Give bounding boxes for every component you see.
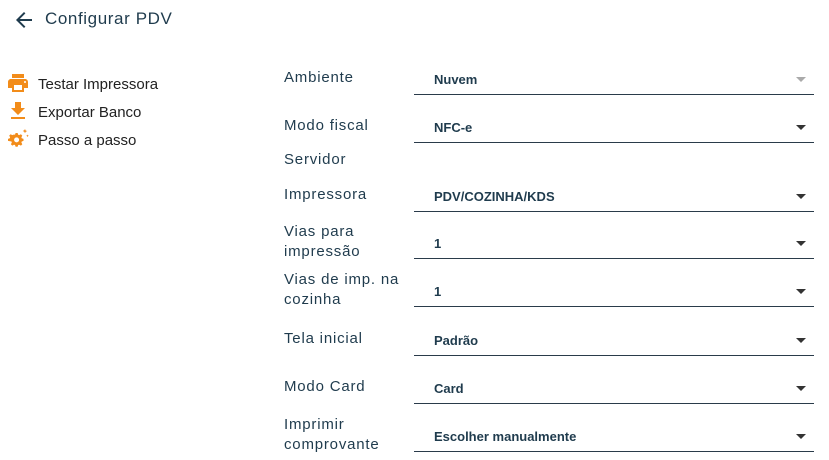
caret-down-icon xyxy=(796,241,806,246)
caret-down-icon xyxy=(796,289,806,294)
modo-card-select[interactable] xyxy=(414,377,814,404)
sidebar-item-passo-a-passo[interactable] xyxy=(6,126,236,154)
sidebar-item-label: Testar Impressora xyxy=(38,76,159,93)
app-header xyxy=(0,0,829,40)
field-label: Ambiente xyxy=(284,69,354,86)
field-label-line2: comprovante xyxy=(284,436,380,453)
select-value: Nuvem xyxy=(434,72,478,87)
field-label-line1: Imprimir xyxy=(284,416,345,433)
caret-down-icon xyxy=(796,434,806,439)
arrow-left-icon xyxy=(12,8,36,32)
gear-sparkle-icon xyxy=(6,127,30,151)
field-label-line1: Vias para xyxy=(284,223,355,240)
caret-down-icon xyxy=(796,194,806,199)
select-value: 1 xyxy=(434,236,442,251)
page-title: Configurar PDV xyxy=(45,9,173,28)
field-label xyxy=(284,415,380,455)
sidebar-item-testar-impressora[interactable] xyxy=(6,70,236,98)
field-label: Modo Card xyxy=(284,378,366,395)
field-label: Servidor xyxy=(284,151,347,168)
field-label: Impressora xyxy=(284,186,368,203)
sidebar-item-label: Passo a passo xyxy=(38,132,137,149)
back-button[interactable] xyxy=(12,8,36,32)
caret-down-icon xyxy=(796,338,806,343)
field-label: Modo fiscal xyxy=(284,117,369,134)
sidebar-item-label: Exportar Banco xyxy=(38,104,142,121)
select-value: 1 xyxy=(434,284,442,299)
field-label-line2: impressão xyxy=(284,243,361,260)
caret-down-icon xyxy=(796,386,806,391)
ambiente-select[interactable] xyxy=(414,68,814,95)
sidebar-item-exportar-banco[interactable] xyxy=(6,98,236,126)
select-value: PDV/COZINHA/KDS xyxy=(434,189,555,204)
field-label-line1: Vias de imp. na xyxy=(284,271,400,288)
select-value: Padrão xyxy=(434,333,479,348)
vias-impressao-select[interactable] xyxy=(414,232,814,259)
caret-down-icon xyxy=(796,125,806,130)
field-label xyxy=(284,270,399,310)
caret-down-icon xyxy=(796,77,806,82)
download-icon xyxy=(6,99,30,123)
select-value: NFC-e xyxy=(434,120,473,135)
select-value: Escolher manualmente xyxy=(434,429,577,444)
tela-inicial-select[interactable] xyxy=(414,329,814,356)
printer-icon xyxy=(6,71,30,95)
vias-cozinha-select[interactable] xyxy=(414,280,814,307)
field-label-line2: cozinha xyxy=(284,291,342,308)
impressora-select[interactable] xyxy=(414,185,814,212)
field-label: Tela inicial xyxy=(284,330,363,347)
field-label xyxy=(284,222,360,262)
modo-fiscal-select[interactable] xyxy=(414,116,814,143)
sidebar xyxy=(6,70,236,154)
select-value: Card xyxy=(434,381,464,396)
imprimir-comprovante-select[interactable] xyxy=(414,425,814,452)
